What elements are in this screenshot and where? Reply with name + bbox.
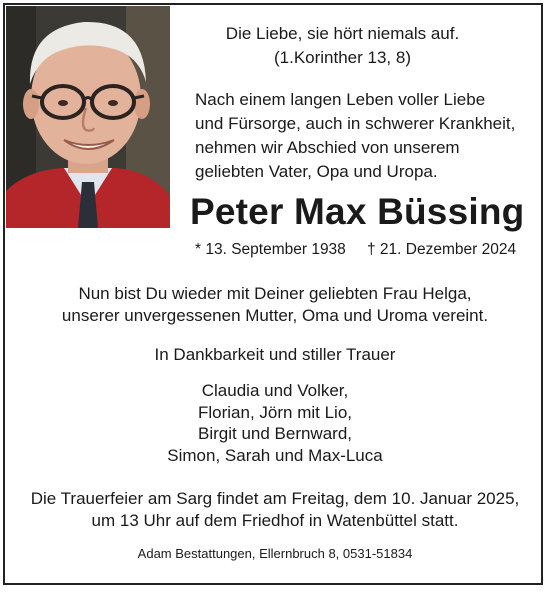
mourner-line: Birgit und Bernward, (197, 424, 353, 443)
birth-date: * 13. September 1938 (195, 241, 346, 258)
reunion-line: Nun bist Du wieder mit Deiner geliebten Frau Helga, (78, 284, 472, 303)
portrait-photo (6, 6, 170, 228)
deceased-name: Peter Max Büssing (190, 191, 525, 232)
intro-line: und Fürsorge, auch in schwerer Krankheit, (195, 114, 516, 133)
mourner-line: Simon, Sarah und Max-Luca (167, 445, 383, 465)
quote-line: Die Liebe, sie hört niemals auf. (225, 24, 460, 43)
life-dates (195, 240, 525, 260)
death-date: † 21. Dezember 2024 (367, 241, 517, 258)
intro-text (195, 88, 535, 184)
portrait-illustration (6, 6, 170, 228)
funeral-line: Die Trauerfeier am Sarg findet am Freitag, dem 10. Januar 2025, (30, 489, 520, 508)
bible-quote (175, 22, 510, 70)
mourners-list (20, 380, 530, 466)
intro-line: nehmen wir Abschied von unserem (195, 138, 460, 157)
quote-reference: (1.Korinther 13, 8) (273, 48, 411, 67)
intro-line: Nach einem langen Leben voller Liebe (195, 90, 486, 109)
mourner-line: Claudia und Volker, (201, 381, 349, 400)
gratitude-line: In Dankbarkeit und stiller Trauer (154, 345, 396, 364)
funeral-line: um 13 Uhr auf dem Friedhof in Watenbüttel statt. (91, 511, 459, 530)
mourner-line: Florian, Jörn mit Lio, (198, 402, 352, 422)
reunion-line: unserer unvergessenen Mutter, Oma und Uroma vereint. (61, 306, 489, 325)
intro-line: geliebten Vater, Opa und Uropa. (195, 162, 438, 181)
undertaker-info: Adam Bestattungen, Ellernbruch 8, 0531-51834 (137, 546, 413, 561)
funeral-notice (20, 488, 530, 532)
reunion-text (20, 283, 530, 327)
